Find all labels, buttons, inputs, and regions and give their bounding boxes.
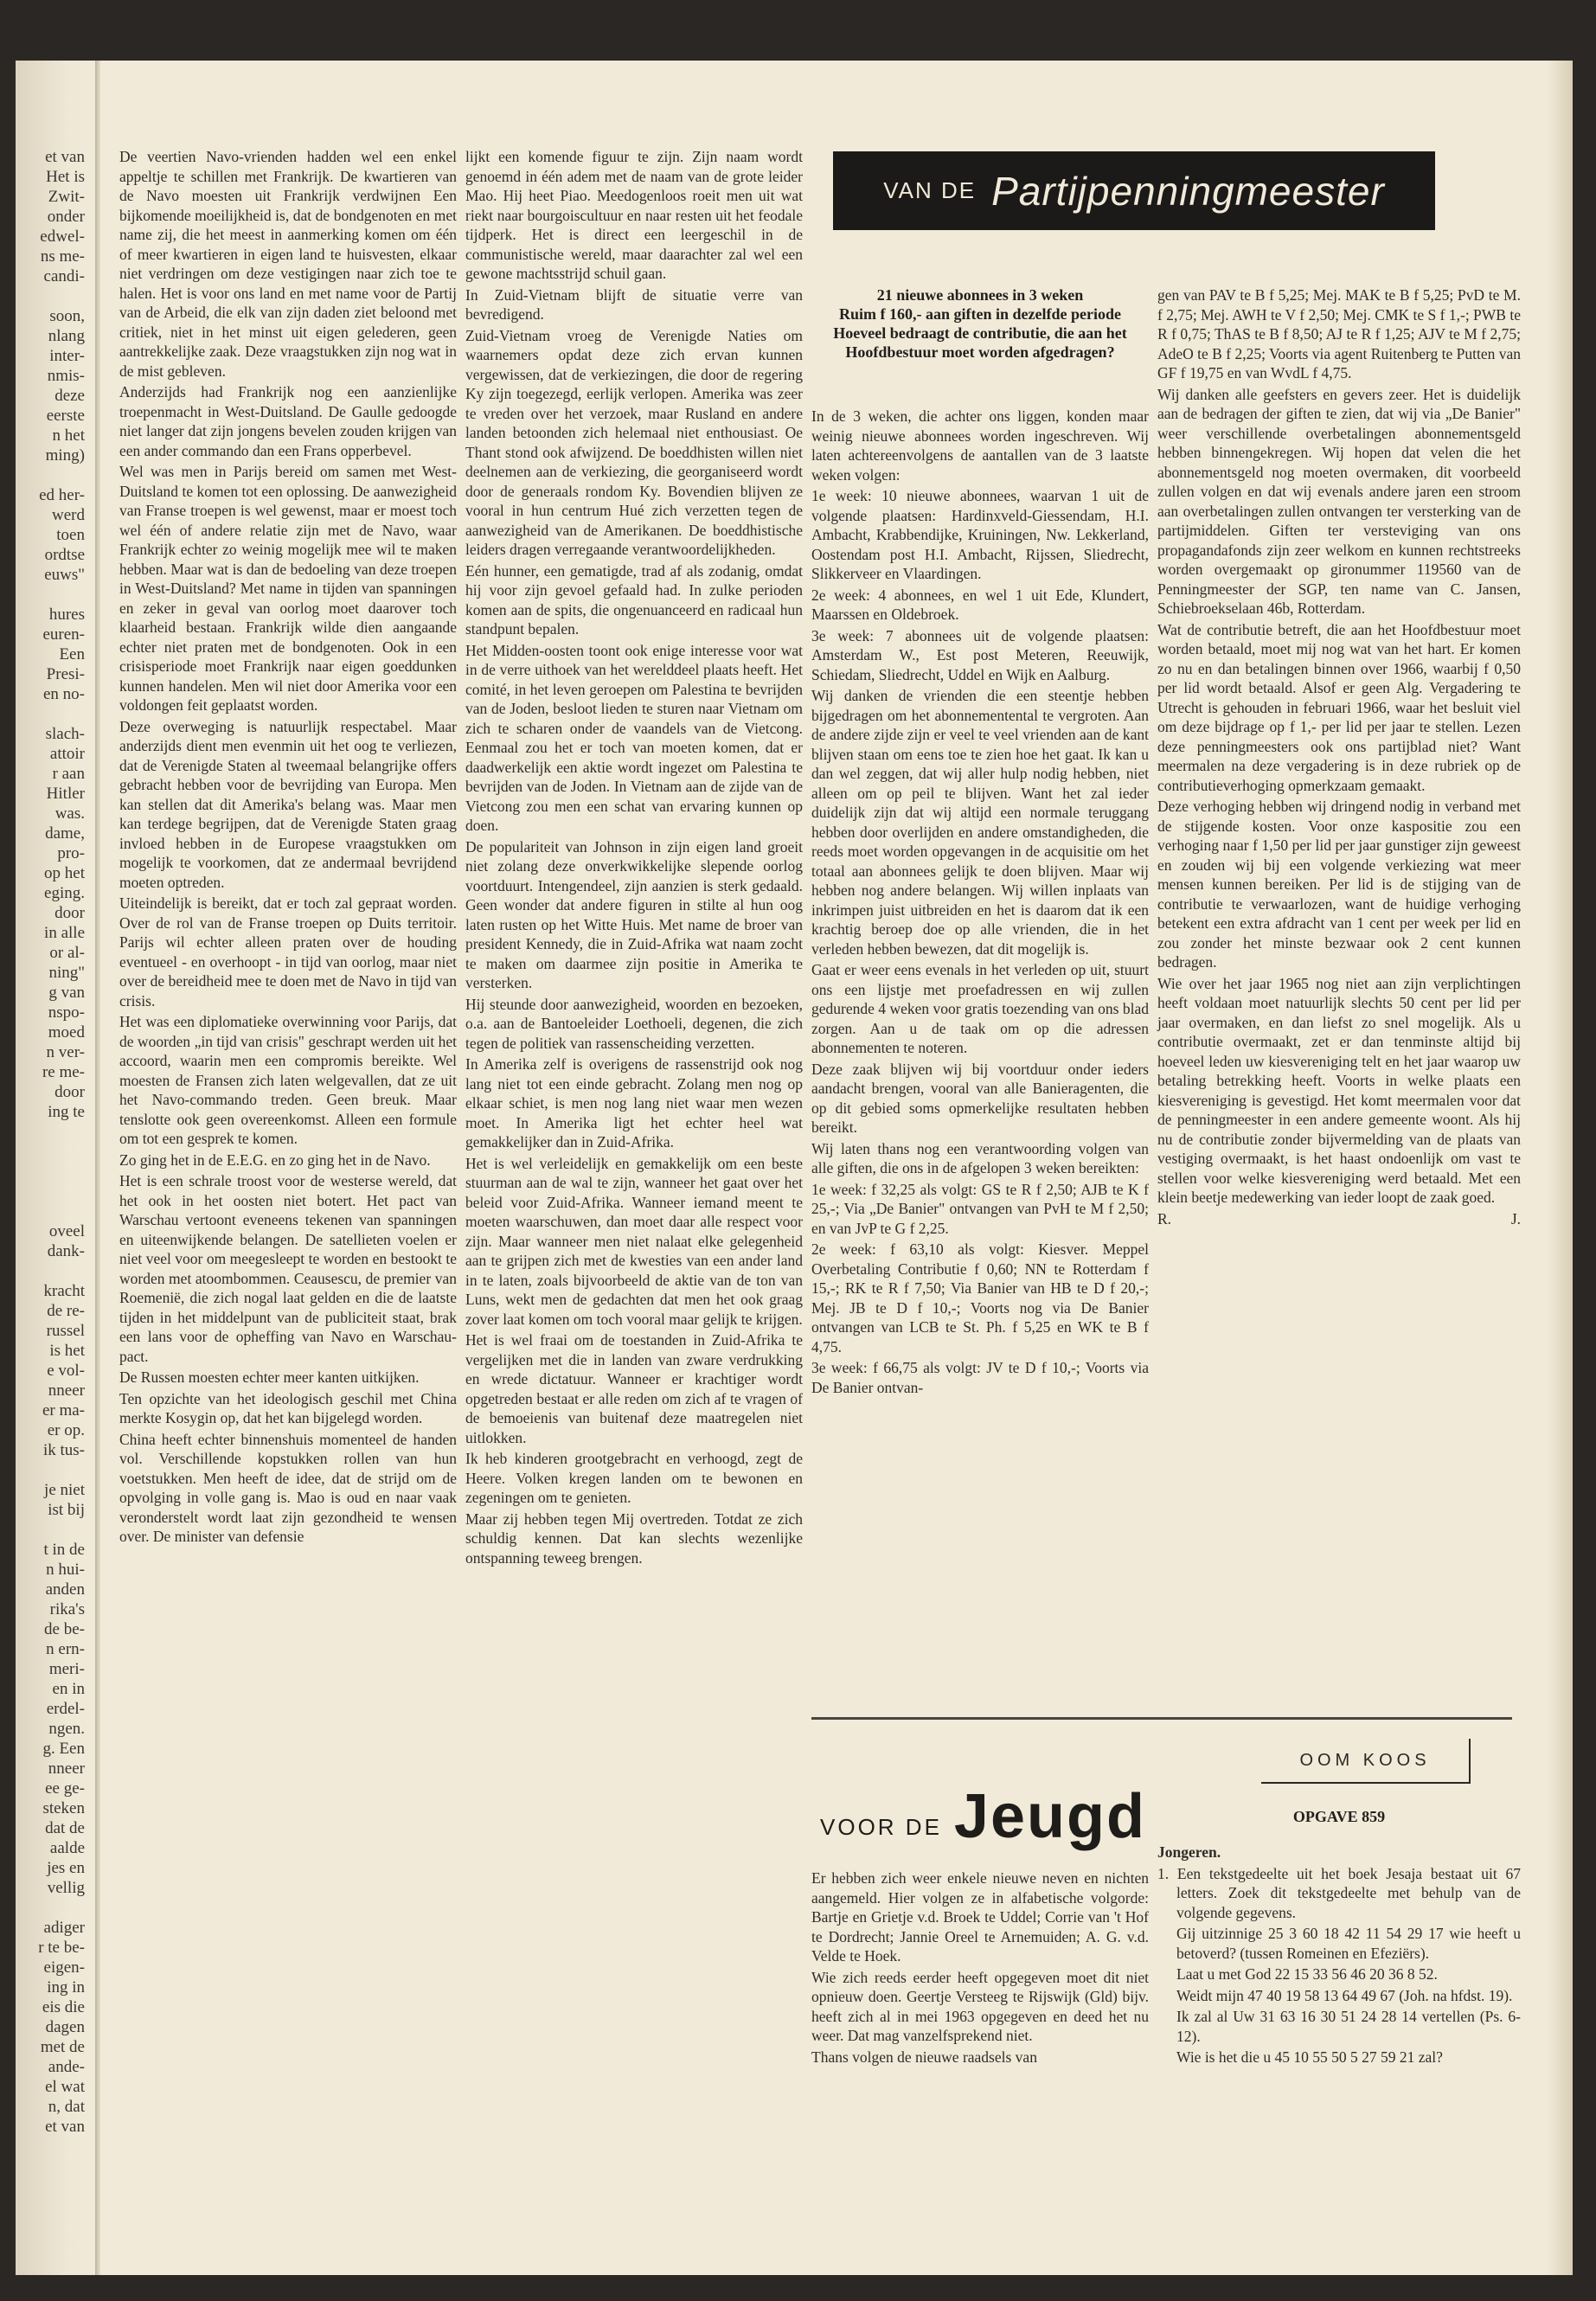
fragment-line: r aan [52, 765, 85, 783]
opgave-heading: OPGAVE 859 [1292, 1808, 1386, 1825]
fragment-line: nlang [48, 327, 85, 345]
jeugd-column [811, 1868, 1149, 2068]
paragraph: In Zuid-Vietnam blijft de situatie verre van bevredigend. [465, 285, 803, 323]
signature [1157, 1209, 1521, 1229]
fragment-line [16, 1261, 85, 1281]
signature-left: R. [1157, 1209, 1172, 1227]
fragment-line: n ern- [46, 1640, 85, 1658]
fragment-line: erdel- [46, 1700, 85, 1718]
paragraph: Deze overweging is natuurlijk respectabel. Maar anderzijds dient men evenmin uit het oog te verliezen, dat de Verenigde Staten al tweemaal belangrijke offers gebracht hebben voor de bevrijding van Europa. Men kan stellen dat dit Amerika's belang was. Maar men kan terdege begrijpen, dat de Verenigde Staten graag invloed hebben in de Europese vraagstukken om mogelijk te voorkomen, dat ze andermaal bevrijdend moeten optreden. [119, 717, 457, 891]
section-divider [811, 1717, 1512, 1720]
paragraph: Het is een schrale troost voor de westerse wereld, dat het ook in het oosten niet botert. Het pact van Warschau vertoont eveneens tekenen van spanningen en uiteenwijkende belangen. De satellieten voelen er niet veel voor om meegesleept te worden en bestookt te worden met atoombommen. Ceausescu, de premier van Roemenië, die zich nogal laat gelden en die de laatste tijden in het middelpunt van de publiciteit staat, brak een lans voor de opheffing van Navo en Warschau-pact. [119, 1172, 457, 1365]
puzzle-label: Jongeren. [1157, 1843, 1221, 1861]
oom-koos-tag: OOM KOOS [1261, 1739, 1471, 1784]
fragment-line: t in de [43, 1541, 85, 1559]
fragment-line [16, 704, 85, 724]
paragraph: In Amerika zelf is overigens de rassenstrijd ook nog lang niet tot een einde gebracht. Zolang men nog op elkaar schiet, is men nog lang niet waar men wezen moet. In Amerika ligt het echter heel wat gemakkelijker dan in Zuid-Afrika. [465, 1055, 803, 1150]
paragraph: Wel was men in Parijs bereid om samen met West-Duitsland te komen tot een oplossing. De aanwezigheid van Franse troepen is wel gewenst, maar er moest toch wel één of andere relatie zijn met de Navo, waar Frankrijk echter zo weinig mogelijk mee wil te maken hebben. Maar wat is dan de bedoeling van deze troepen in West-Duitsland? Met name in tijden van spanningen en zeker in geval van oorlog moet daarover toch klaarheid bestaan. Frankrijk wilde dien aangaande echter niet praten met de bondgenoten. Ook in een crisisperiode moet Frankrijk naar eigen goeddunken kunnen handelen. Men wil niet door Amerika voor een voldongen feit geplaatst worden. [119, 463, 457, 714]
header-prefix: VAN DE [883, 177, 977, 203]
fragment-line: ngen. [48, 1720, 85, 1738]
fragment-line: ning" [48, 964, 85, 982]
fragment-line: ordtse [44, 546, 85, 564]
fragment-line: ee ge- [45, 1779, 85, 1798]
paragraph: 1e week: f 32,25 als volgt: GS te R f 2,50; AJB te K f 25,-; Via „De Banier" ontvangen van PvH te M f 2,50; en van JvP te G f 2,25. [811, 1180, 1149, 1237]
paragraph: Eén hunner, een gematigde, trad af als zodanig, omdat hij voor zijn gevoel gefaald had. In zulke perioden komen aan de spits, die ongenuanceerd en radicaal hun standpunt bepalen. [465, 561, 803, 638]
fragment-line: r te be- [38, 1939, 85, 1957]
fragment-line: nneer [48, 1381, 85, 1400]
fragment-line: oveel [48, 1222, 85, 1240]
paragraph: Wat de contributie betreft, die aan het Hoofdbestuur moet worden betaald, moet mij nog wat van het hart. Er komen zo nu en dan betalingen binnen over 1966, waarbij f 0,50 per lid wordt betaald. Alsof er geen Alg. Vergadering te Utrecht is gehouden in februari 1966, waar het besluit viel om deze bijdrage op f 1,- per lid per jaar te stellen. Lezen deze penningmeesters ook ons partijblad niet? Want meermalen na deze vergadering is in deze rubriek op de contributieverhoging opmerkzaam gemaakt. [1157, 620, 1521, 794]
fragment-line: inter- [49, 347, 85, 365]
fragment-line: Zwit- [48, 188, 85, 206]
fragment-line: g van [48, 984, 85, 1002]
subheading: Ruim f 160,- aan giften in dezelfde periode [839, 305, 1121, 323]
fragment-line [16, 1182, 85, 1202]
fragment-line: vellig [47, 1879, 85, 1897]
fragment-line: ik tus- [42, 1441, 85, 1459]
paragraph: Uiteindelijk is bereikt, dat er toch zal gepraat worden. Over de rol van de Franse troepen op Duits territoir. Parijs wil echter alleen praten over de houding eventueel - en overhoopt - in tijd van oorlog, maar niet over de bereidheid mee te doen met de Navo in tijd van crisis. [119, 894, 457, 1009]
fragment-line: euren- [42, 625, 85, 644]
fragment-line [16, 1162, 85, 1182]
article-column-3 [811, 407, 1149, 1399]
puzzle-clue: Laat u met God 22 15 33 56 46 20 36 8 52. [1176, 1965, 1438, 1983]
signature-right: J. [1510, 1209, 1521, 1227]
paragraph: Wie over het jaar 1965 nog niet aan zijn verplichtingen heeft voldaan moet natuurlijk slechts 50 cent per lid per jaar overmaken, en dan liefst zo snel mogelijk. Als u contributie overmaakt, zet er dan tenminste altijd bij hoeveel leden uw kiesvereniging telt en het jaar waarop uw betaling betrekking heeft. Voorts in welke plaats een kiesvereniging is gevestigd. Het komt meermalen voor dat de penningmeester in een andere gemeente woont. Als hij nu de contributie zonder bijvermelding van de plaats van vestiging overmaakt, is het haast ondoenlijk om vast te stellen voor welke kiesvereniging werd betaald. Met een klein beetje medewerking van ieder loopt de zaak goed. [1157, 974, 1521, 1206]
paragraph: gen van PAV te B f 5,25; Mej. MAK te B f 5,25; PvD te M. f 2,75; Mej. AWH te V f 2,50; Mej. CMK te S f 1,-; PWB te R f 0,75; ThAS te B f 8,50; AJ te R f 1,25; AJV te M f 2,75; AdeO te B f 2,25; Voorts via agent Ruitenberg te Putten van GF f 19,75 en van WvdL f 4,75. [1157, 286, 1521, 381]
fragment-line: moed [48, 1023, 85, 1042]
fragment-line: steken [42, 1799, 85, 1817]
fragment-line: g. Een [42, 1740, 85, 1758]
fragment-line: de re- [47, 1302, 85, 1320]
paragraph: De veertien Navo-vrienden hadden wel een enkel appeltje te schillen met Frankrijk. De kwartieren van de Navo moesten uit Frankrijk verdwijnen Een bijkomende moeilijkheid is, dat de bondgenoten en met name zij, die het meest in aanmerking komen om één of meer kwartieren in eigen land te huisvesten, elkaar niet verdringen om deze vestigingen naar zich toe te halen. Het is voor ons land en met name voor de Partij van de Arbeid, die elk van zijn daden ziet beloond met critiek, niet in het minst uit eigen gelederen, geen aantrekkelijke zaak. Deze vraagstukken zijn nog wat in de mist gebleven. [119, 148, 457, 380]
fragment-line: eerste [46, 407, 85, 425]
header-title: Partijpenningmeester [991, 168, 1385, 214]
fragment-line: hures [48, 606, 85, 624]
fragment-line: re me- [42, 1063, 85, 1081]
fragment-line: Een [59, 645, 85, 663]
jeugd-prefix: VOOR DE [820, 1814, 942, 1840]
fragment-line: de be- [44, 1620, 85, 1638]
fragment-line: edwel- [40, 228, 85, 246]
fragment-line: en no- [42, 685, 85, 703]
fragment-line: ed her- [39, 486, 85, 504]
fragment-line: n, dat [48, 2098, 85, 2116]
fragment-line: jes en [47, 1859, 85, 1877]
paragraph: Zo ging het in de E.E.G. en zo ging het in de Navo. [119, 1150, 431, 1169]
jeugd-title: Jeugd [953, 1782, 1146, 1851]
fragment-line: dame, [45, 824, 85, 843]
fragment-line: Het is [46, 168, 85, 186]
paragraph: Maar zij hebben tegen Mij overtreden. Totdat ze zich schuldig kennen. Dat kan slechts wezenlijke ontspanning teweeg brengen. [465, 1509, 803, 1567]
paragraph: 2e week: 4 abonnees, en wel 1 uit Ede, Klundert, Maarssen en Oldebroek. [811, 586, 1149, 623]
fragment-line [16, 585, 85, 605]
fragment-line: is het [49, 1342, 85, 1360]
article-column-2 [465, 147, 803, 1569]
fragment-line: or al- [49, 944, 85, 962]
fragment-line: euws" [44, 566, 85, 584]
paragraph: Het Midden-oosten toont ook enige interesse voor wat in de verre uithoek van het werelddeel plaats heeft. Het comité, in het leven geroepen om Palestina te bevrijden van de Joden, besloot lieden te sturen naar Vietnam om zich te scharen onder de vaandels van de Vietcong. Eenmaal zou het er toch van moeten komen, dat er daadwerkelijk een aktie wordt ingezet om Palestina te bevrijden van de Joden. In Vietnam aan de zijde van de Vietcong zou men een schat van ervaring kunnen op doen. [465, 641, 803, 834]
fragment-line: ing in [47, 1978, 85, 1997]
paragraph: Thans volgen de nieuwe raadsels van [811, 2048, 1037, 2066]
fragment-line: n hui- [46, 1561, 85, 1579]
fragment-line: en in [52, 1680, 85, 1698]
fragment-line [16, 1898, 85, 1918]
fragment-line: anden [45, 1580, 85, 1599]
paragraph: Deze zaak blijven wij bij voortduur onder ieders aandacht brengen, vooral van alle Banieragenten, die op dit gebied soms opmerkelijke resultaten hebben bereikt. [811, 1060, 1149, 1136]
fragment-line: dank- [47, 1242, 85, 1260]
fragment-line: et van [45, 148, 85, 166]
fragment-line: el wat [45, 2078, 85, 2096]
paragraph: 1e week: 10 nieuwe abonnees, waarvan 1 uit de volgende plaatsen: Hardinxveld-Giessendam, H.I. Ambacht, Krabbendijke, Kruiningen, Nw. Lekkerland, Oostendam post H.I. Ambacht, Rijssen, Sliedrecht, Slikkerveer en Vlaardingen. [811, 487, 1149, 582]
subheading: Hoeveel bedraagt de contributie, die aan het Hoofdbestuur moet worden afgedragen? [833, 324, 1127, 361]
fragment-line: ns me- [40, 247, 85, 266]
puzzle-item: 1. Een tekstgedeelte uit het boek Jesaja bestaat uit 67 letters. Zoek dit tekstgedeelte met behulp van de volgende gegevens. [1157, 1864, 1521, 1921]
fragment-line: aalde [49, 1839, 85, 1857]
paragraph: In de 3 weken, die achter ons liggen, konden maar weinig nieuwe abonnees worden ingeschreven. Wij laten achtereenvolgens de aantallen van de 3 laatste weken volgen: [811, 407, 1149, 484]
fragment-line: dagen [45, 2018, 85, 2036]
paragraph: Wij danken de vrienden die een steentje hebben bijgedragen om het abonnementental te vergroten. Aan de andere zijde zijn er veel te veel vrienden aan de kant blijven staan om eens toe te zien hoe het gaat. Ik kan u dan wel zeggen, dat wij aller hulp nodig hebben, niet alleen om op peil te blijven. Want het zal ieder duidelijk zijn dat wij altijd een normale teruggang hebben door overlijden en andere omstandigheden, die reeds moet worden opgevangen in de acquisitie om het totaal aan abonnees gelijk te doen blijven. Maar wij hebben nog andere belangen. Wij willen inplaats van inkrimpen juist uitbreiden en het is daarom dat ik een krachtig beroep doe op alle vrienden, die in het verleden hebben bewezen, dat dit mogelijk is. [811, 687, 1149, 958]
paragraph: Zuid-Vietnam vroeg de Verenigde Naties om waarnemers opdat deze zich ervan kunnen vergewissen, dat de verkiezingen, die door de regering Ky zijn toegezegd, eerlijk verlopen. Amerika was zeer te vreden over het verzoek, maar Rusland en andere landen betoonden zich helemaal niet enthousiast. Oe Thant stond ook afwijzend. De boeddhisten willen niet deelnemen aan de verkiezing, die georganiseerd wordt door de generaals rondom Ky. Bovendien blijven ze vooral in hun centrum Hué zich verzetten tegen de aanwezigheid van de Amerikanen. De boeddhistische leiders dragen verregaande verantwoordelijkheden. [465, 326, 803, 558]
fragment-line: nspo- [48, 1003, 85, 1022]
newspaper-page [16, 61, 1573, 2275]
fragment-line: nmis- [47, 367, 85, 385]
paragraph: Gaat er weer eens evenals in het verleden op uit, stuurt ons een lijstje met proefadressen en wij zullen gedurende 4 weken voor gratis toezending van ons blad zorgen. Aan u de taak om op die adressen abonnementen te noteren. [811, 961, 1149, 1056]
fragment-line: eis die [42, 1998, 85, 2016]
subheading: 21 nieuwe abonnees in 3 weken [876, 286, 1084, 304]
fragment-line: er op. [47, 1421, 85, 1439]
paragraph: Het is wel verleidelijk en gemakkelijk om een beste stuurman aan de wal te zijn, wanneer het gaat over het beleid voor Zuid-Afrika. Wanneer iemand meent te moeten waarschuwen, dan moet daar alle respect voor zijn. Maar wanneer men niet nalaat elke gelegenheid aan te grijpen zich met de kwesties van een ander land in te laten, zoals bijvoorbeeld de aktie van de ton van Luns, wekt men de gedachten dat men het ook graag zover laat komen om toch vooral maar gelijk te krijgen. [465, 1154, 803, 1328]
fragment-line [16, 1202, 85, 1221]
fragment-line: met de [40, 2038, 85, 2056]
fragment-line: op het [44, 864, 85, 882]
paragraph: 3e week: 7 abonnees uit de volgende plaatsen: Amsterdam W., Est post Meteren, Reeuwijk, Schiedam, Sliedrecht, Uddel en Wijk en Aalburg. [811, 626, 1149, 683]
fragment-line: adiger [43, 1919, 85, 1937]
fragment-line: was. [54, 804, 85, 823]
fragment-line: onder [47, 208, 85, 226]
fragment-line: n ver- [46, 1043, 85, 1061]
fragment-line: in alle [44, 924, 85, 942]
page-fold [95, 61, 100, 2275]
paragraph: De populariteit van Johnson in zijn eigen land groeit niet zolang deze onverkwikkelijke slepende oorlog voortduurt. Intengendeel, zijn aanzien is sterk gedaald. Geen wonder dat andere figuren in stilte al hun oog laten rusten op het Witte Huis. Met name de broer van president Kennedy, die in Zuid-Afrika wat naam zocht te maken om daarmee zijn positie in Amerika te versterken. [465, 837, 803, 991]
puzzle-clue: Wie is het die u 45 10 55 50 5 27 59 21 zal? [1176, 2048, 1443, 2066]
fragment-line: ande- [48, 2058, 85, 2076]
puzzle-column [1157, 1843, 1521, 2069]
fragment-line: attoir [49, 745, 85, 763]
article-column-1 [119, 147, 457, 1548]
paragraph: China heeft echter binnenshuis momenteel de handen vol. Verschillende kopstukken rollen van hun voetstukken. Men heeft de idee, dat de strijd om de opvolging in volle gang is. Mao is oud en naar vaak veronderstelt wordt laat zijn gezondheid te wensen over. De minister van defensie [119, 1430, 457, 1545]
paragraph: Ten opzichte van het ideologisch geschil met China merkte Kosygin op, dat het kan bijgelegd worden. [119, 1389, 457, 1426]
fragment-line: er ma- [42, 1401, 85, 1420]
partijpenningmeester-header [833, 151, 1435, 230]
fragment-line: door [54, 1083, 85, 1101]
fragment-line [16, 465, 85, 485]
fragment-line: door [54, 904, 85, 922]
fragment-line: toen [56, 526, 85, 544]
fragment-line: eging. [44, 884, 85, 902]
fragment-line: n het [52, 426, 85, 445]
paragraph: Hij steunde door aanwezigheid, woorden en bezoeken, o.a. aan de Bantoeleider Loethoeli, degenen, die zich tegen de politiek van rassenscheiding verzetten. [465, 995, 803, 1052]
paragraph: Anderzijds had Frankrijk nog een aanzienlijke troepenmacht in West-Duitsland. De Gaulle gedoogde niet langer dat zijn jongens bevelen zouden krijgen van een ander commando dan een Frans opperbevel. [119, 383, 457, 459]
paragraph: Wij laten thans nog een verantwoording volgen van alle giften, die ons in de afgelopen 3 weken bereikten: [811, 1139, 1149, 1176]
fragment-line: Hitler [46, 785, 85, 803]
fragment-line: ist bij [48, 1501, 85, 1519]
page-edge [1547, 61, 1573, 2275]
fragment-line: Presi- [46, 665, 85, 683]
fragment-line: soon, [49, 307, 85, 325]
fragment-line: rika's [49, 1600, 85, 1618]
fragment-line: werd [52, 506, 85, 524]
fragment-line [16, 1142, 85, 1162]
fragment-line: meri- [48, 1660, 85, 1678]
puzzle-clue: Gij uitzinnige 25 3 60 18 42 11 54 29 17 wie heeft u betoverd? (tussen Romeinen en Efeziërs). [1176, 1925, 1521, 1962]
paragraph: De Russen moesten echter meer kanten uitkijken. [119, 1368, 420, 1386]
fragment-line: candi- [43, 267, 85, 285]
fragment-line [16, 1460, 85, 1480]
fragment-line: eigen- [43, 1958, 85, 1977]
paragraph: Er hebben zich weer enkele nieuwe neven en nichten aangemeld. Hier volgen ze in alfabetische volgorde: Bartje en Grietje v.d. Broek te Uddel; Corrie van 't Hof te Dordrecht; Jannie Oreel te Arnemuiden; A. G. v.d. Velde te Hoek. [811, 1869, 1149, 1965]
fragment-line: je niet [44, 1481, 85, 1499]
fragment-line [16, 1520, 85, 1540]
paragraph: Wie zich reeds eerder heeft opgegeven moet dit niet opnieuw doen. Geertje Versteeg te Rijswijk (Gld) bijv. heeft zich al in mei 1963 opgegeven en deed het nu weer. Dat mag vanzelfsprekend niet. [811, 1968, 1149, 2044]
fragment-line: kracht [43, 1282, 85, 1300]
previous-page-fragments [16, 147, 85, 2136]
puzzle-clue: Ik zal al Uw 31 63 16 30 51 24 28 14 vertellen (Ps. 6-12). [1176, 2008, 1521, 2045]
fragment-line: pro- [57, 844, 85, 862]
paragraph: Het is wel fraai om de toestanden in Zuid-Afrika te vergelijken met die in landen van zware verdrukking en wrede dictatuur. Wanneer er krachtiger wordt opgetreden bestaat er alle reden om zich af te vragen of de bemoeienis van buitenaf deze maatregelen niet uitlokken. [465, 1331, 803, 1446]
paragraph: 3e week: f 66,75 als volgt: JV te D f 10,-; Voorts via De Banier ontvan- [811, 1359, 1149, 1396]
fragment-line: ing te [48, 1103, 85, 1121]
fragment-line: ming) [45, 446, 85, 465]
paragraph: Het was een diplomatieke overwinning voor Parijs, dat de woorden „in tijd van crisis" geschrapt werden uit het accoord, waarin men een compromis bereikte. Wel moesten de Fransen zich laten welgevallen, dat ze uit het Navo-commando treden. Geen breuk. Maar tenslotte ook geen overeenkomst. Alleen een formule om tot een gesprek te komen. [119, 1013, 457, 1147]
fragment-line: dat de [45, 1819, 85, 1837]
paragraph: 2e week: f 63,10 als volgt: Kiesver. Meppel Overbetaling Contributie f 0,60; NN te Rotterdam f 15,-; RK te R f 7,50; Via Banier van HB te D f 20,-; Mej. JB te D f 10,-; Voorts nog via De Banier ontvangen van LCB te St. Ph. f 5,25 en WK te B f 4,75. [811, 1240, 1149, 1356]
fragment-line [16, 286, 85, 306]
fragment-line: e vol- [47, 1362, 85, 1380]
puzzle-clue: Weidt mijn 47 40 19 58 13 64 49 67 (Joh. na hfdst. 19). [1176, 1986, 1513, 2004]
subheadings [811, 285, 1149, 362]
paragraph: Ik heb kinderen grootgebracht en verhoogd, zegt de Heere. Volken kregen landen om te bewonen en zegeningen om te genieten. [465, 1450, 803, 1506]
fragment-line: deze [54, 387, 85, 405]
fragment-line: slach- [45, 725, 85, 743]
article-column-4 [1157, 285, 1521, 1228]
fragment-line: nneer [48, 1759, 85, 1778]
fragment-line: et van [45, 2118, 85, 2136]
paragraph: Wij danken alle geefsters en gevers zeer. Het is duidelijk aan de bedragen der giften te zien, dat wij via „De Banier" weer verschillende overbetalingen abonnementsgeld hebben binnengekregen. Wij hopen dat velen die het abonnementsgeld nog moeten overmaken, dit voorbeeld zullen volgen en dat wij evenals andere jaren een stroom aan overbetalingen zullen ontvangen ter versterking van de partijmiddelen. Giften ter versteviging van ons propagandafonds zijn zeer welkom en kunnen rechtstreeks worden overgemaakt op gironummer 119560 van de Penningmeester der SGP, ten name van C. Jansen, Schiebroekselaan 46b, Rotterdam. [1157, 385, 1521, 617]
paragraph: lijkt een komende figuur te zijn. Zijn naam wordt genoemd in één adem met de naam van de grote leider Mao. Hij heet Piao. Meedogenloos roeit men uit wat riekt naar bourgoiscultuur en naar resten uit het feodale tijdperk. Het is direct een leergeschil in de communistische wereld, maar daarachter zal wel een gewone machtsstrijd schuil gaan. [465, 148, 803, 282]
fragment-line [16, 1122, 85, 1142]
fragment-line: russel [46, 1322, 85, 1340]
paragraph: Deze verhoging hebben wij dringend nodig in verband met de stijgende kosten. Voor onze kaspositie zou een verhoging naar f 1,50 per lid per jaar gunstiger zijn geweest en zouden wij bij een volgende verkiezing wat meer mensen kunnen bereiken. Per lid is de stijging van de contributie te verwaarlozen, want de huidige verhoging betekent een extra afdracht van 1 cent per week per lid en zou zonder het minste bezwaar ook 2 cent kunnen bedragen. [1157, 798, 1521, 971]
